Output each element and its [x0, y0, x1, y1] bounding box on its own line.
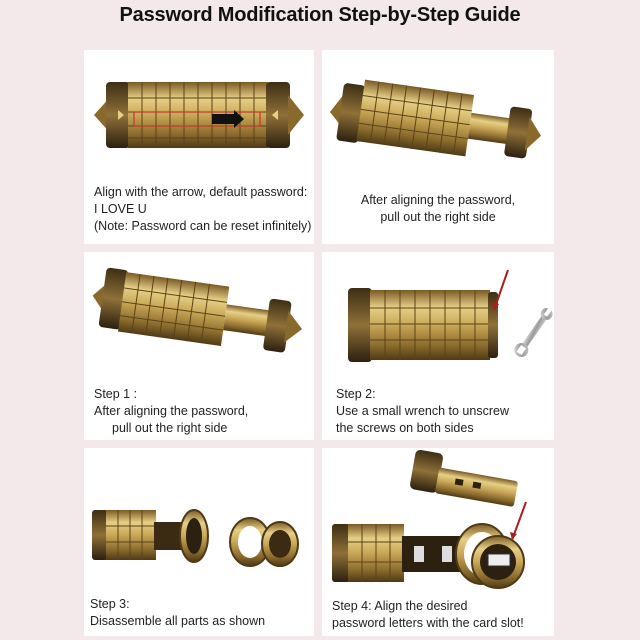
caption-line: Use a small wrench to unscrew: [336, 404, 509, 418]
step-label: Step 1 :: [94, 387, 138, 401]
panel-step-3: [84, 448, 314, 636]
step-label: Step 2:: [336, 387, 376, 401]
caption-line: Align with the arrow, default password:: [94, 185, 308, 199]
panel-pull-out: [322, 50, 554, 244]
page-title: Password Modification Step-by-Step Guide: [119, 4, 521, 26]
panel-step-1: [84, 252, 314, 440]
caption-line: the screws on both sides: [336, 421, 474, 435]
caption-line: pull out the right side: [112, 421, 228, 435]
cryptex-lock-icon: [84, 50, 314, 180]
caption-line: password letters with the card slot!: [332, 616, 524, 630]
caption-line: Step 4: Align the desired: [332, 599, 468, 613]
panel-caption: [322, 192, 554, 226]
cryptex-lock-icon: [322, 252, 554, 382]
panel-caption: [332, 598, 547, 632]
caption-line: (Note: Password can be reset infinitely): [94, 219, 312, 233]
cryptex-parts-icon: [322, 448, 554, 598]
panel-step-4: [322, 448, 554, 636]
wrench-icon: [512, 305, 554, 360]
panel-caption: [90, 596, 310, 630]
panel-caption: [94, 386, 314, 437]
panel-caption: [94, 184, 314, 235]
caption-line: I LOVE U: [94, 202, 147, 216]
panel-caption: [336, 386, 551, 437]
panel-default-password: [84, 50, 314, 244]
caption-line: After aligning the password,: [360, 193, 516, 207]
cryptex-lock-icon: [322, 50, 554, 185]
step-label: Step 3:: [90, 597, 130, 611]
caption-line: pull out the right side: [380, 210, 496, 224]
panel-step-2: [322, 252, 554, 440]
caption-line: Disassemble all parts as shown: [90, 614, 266, 628]
caption-line: After aligning the password,: [94, 404, 249, 418]
cryptex-lock-icon: [84, 252, 314, 382]
cryptex-parts-icon: [84, 448, 314, 588]
